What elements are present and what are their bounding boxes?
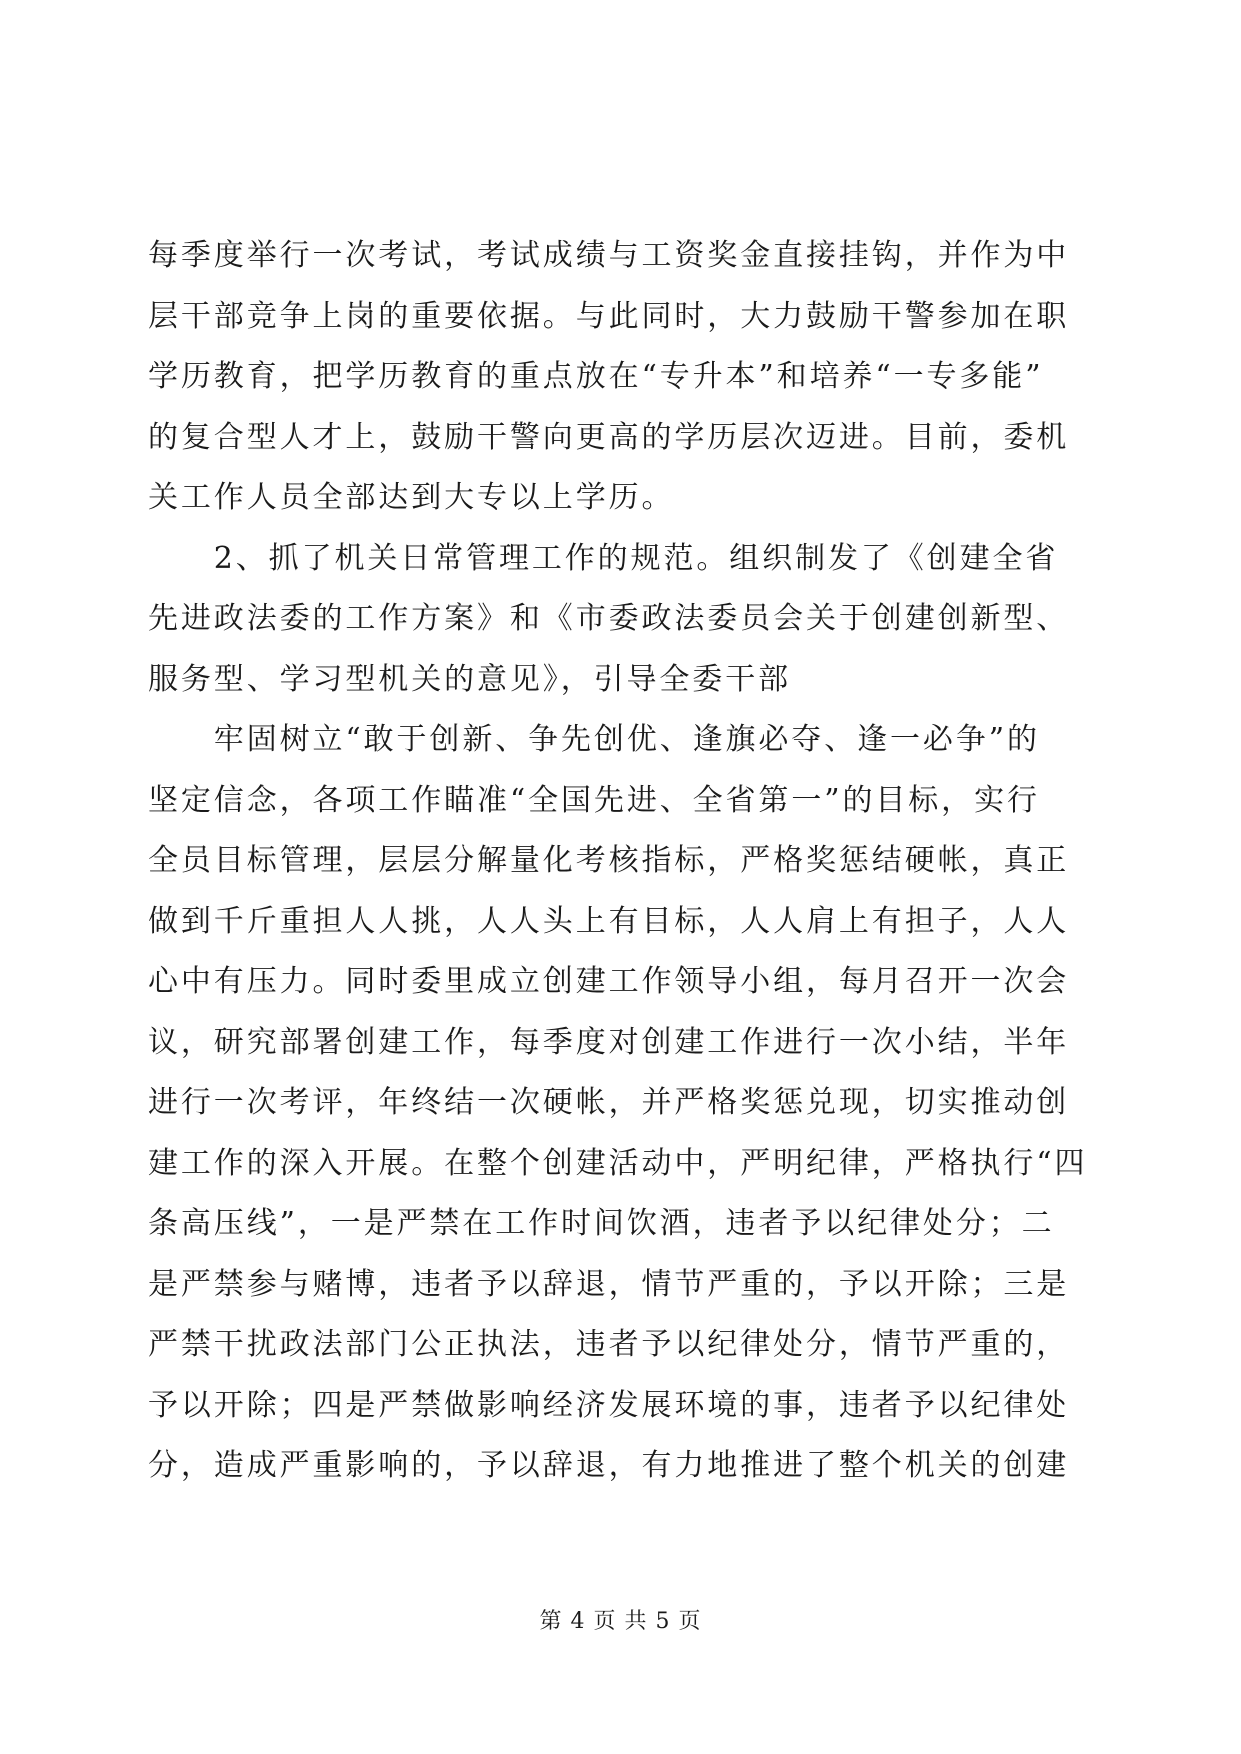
text-line: 层干部竞争上岗的重要依据。与此同时，大力鼓励干警参加在职 — [148, 298, 1070, 334]
text-line: 予以开除；四是严禁做影响经济发展环境的事，违者予以纪律处 — [148, 1387, 1070, 1423]
text-line: 建工作的深入开展。在整个创建活动中，严明纪律，严格执行“四 — [148, 1145, 1088, 1181]
text-line: 全员目标管理，层层分解量化考核指标，严格奖惩结硬帐，真正 — [148, 843, 1070, 878]
text-line: 服务型、学习型机关的意见》，引导全委干部 — [148, 661, 791, 697]
text-line: 进行一次考评，年终结一次硬帐，并严格奖惩兑现，切实推动创 — [148, 1085, 1070, 1120]
text-line: 议，研究部署创建工作，每季度对创建工作进行一次小结，半年 — [148, 1024, 1070, 1060]
text-line: 心中有压力。同时委里成立创建工作领导小组，每月召开一次会 — [148, 964, 1070, 999]
text-line: 每季度举行一次考试，考试成绩与工资奖金直接挂钩，并作为中 — [148, 238, 1070, 273]
text-line: 分，造成严重影响的，予以辞退，有力地推进了整个机关的创建 — [148, 1448, 1070, 1483]
text-line: 牢固树立“敢于创新、争先创优、逢旗必夺、逢一必争”的 — [148, 722, 1040, 757]
page-number-footer: 第 4 页 共 5 页 — [539, 1609, 702, 1634]
text-line: 严禁干扰政法部门公正执法，违者予以纪律处分，情节严重的， — [148, 1327, 1070, 1362]
text-line: 是严禁参与赌博，违者予以辞退，情节严重的，予以开除；三是 — [148, 1266, 1070, 1302]
text-line: 学历教育，把学历教育的重点放在“专升本”和培养“一专多能” — [148, 359, 1044, 394]
body-text — [148, 226, 1088, 1497]
text-line: 条高压线”，一是严禁在工作时间饮酒，违者予以纪律处分；二 — [148, 1206, 1055, 1241]
text-line: 做到千斤重担人人挑，人人头上有目标，人人肩上有担子，人人 — [148, 903, 1070, 939]
text-line: 2、抓了机关日常管理工作的规范。组织制发了《创建全省 — [148, 540, 1059, 576]
text-line: 坚定信念，各项工作瞄准“全国先进、全省第一”的目标，实行 — [148, 782, 1040, 818]
text-line: 关工作人员全部达到大专以上学历。 — [148, 480, 675, 515]
text-line: 先进政法委的工作方案》和《市委政法委员会关于创建创新型、 — [148, 601, 1070, 636]
text-line: 的复合型人才上，鼓励干警向更高的学历层次迈进。目前，委机 — [148, 419, 1070, 455]
